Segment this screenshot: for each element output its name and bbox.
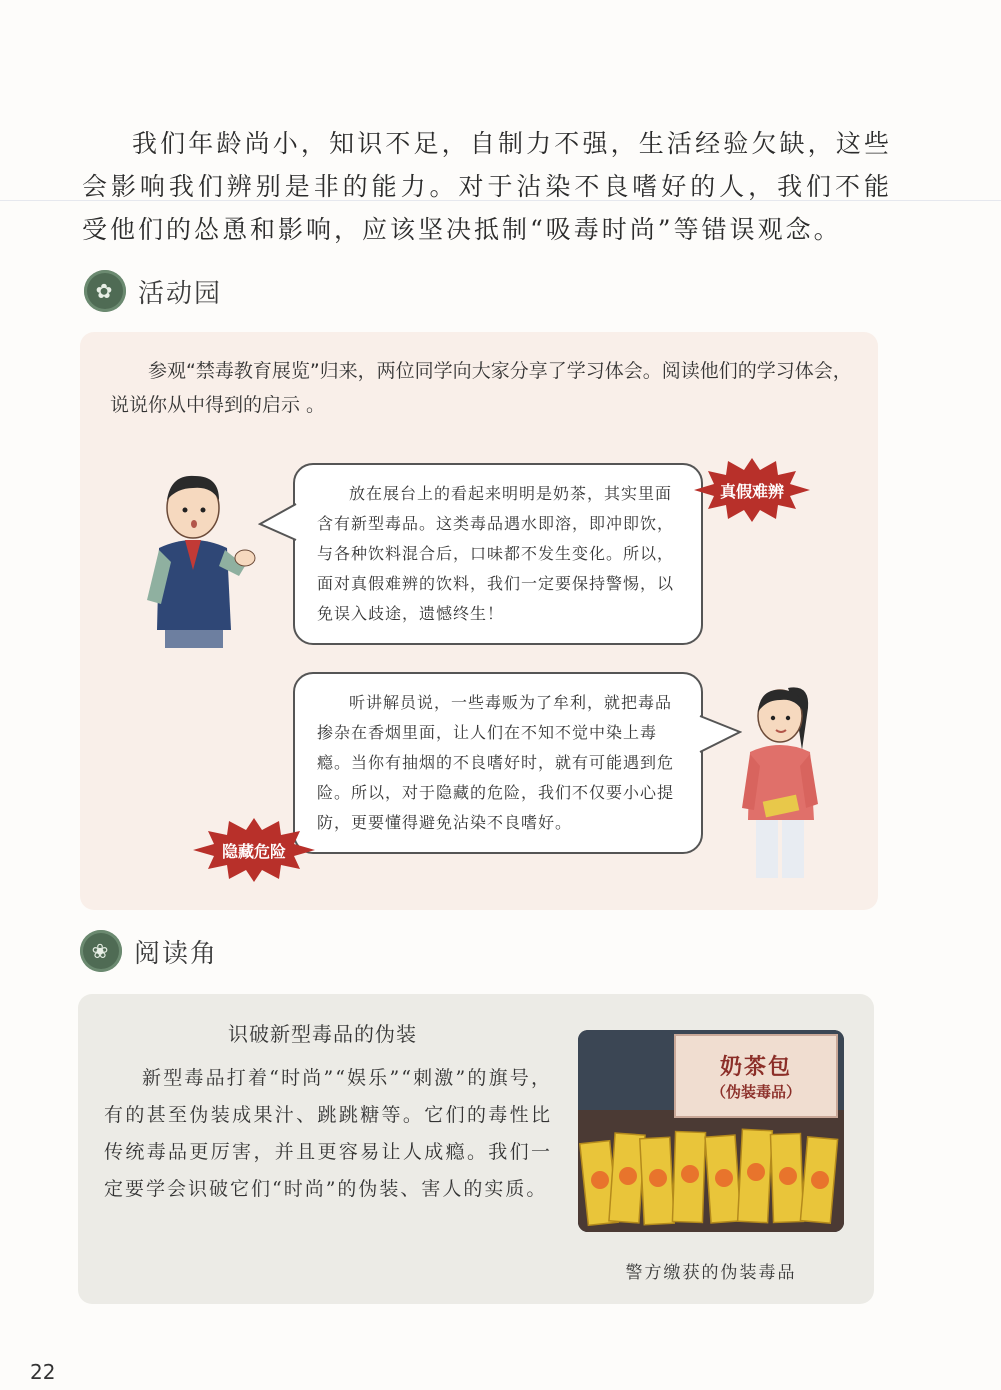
bubble-1-text: 放在展台上的看起来明明是奶茶，其实里面含有新型毒品。这类毒品遇水即溶，即冲即饮，与各种饮料混合后，口味都不发生变化。所以，面对真假难辨的饮料，我们一定要保持警惕，以免误入歧途，遗憾终生！ bbox=[317, 484, 675, 623]
intro-paragraph: 我们年龄尚小，知识不足，自制力不强，生活经验欠缺，这些会影响我们辨别是非的能力。对于沾染不良嗜好的人，我们不能受他们的怂恿和影响，应该坚决抵制“吸毒时尚”等错误观念。 bbox=[82, 129, 892, 244]
activity-header bbox=[84, 270, 222, 312]
bubble-1-tail bbox=[258, 500, 298, 546]
speech-bubble-1 bbox=[293, 463, 703, 645]
article-title: 识破新型毒品的伪装 bbox=[228, 1022, 417, 1046]
photo-caption: 警方缴获的伪装毒品 bbox=[625, 1263, 797, 1283]
activity-intro bbox=[110, 354, 860, 422]
bubble-2-text: 听讲解员说，一些毒贩为了牟利，就把毒品掺杂在香烟里面，让人们在不知不觉中染上毒瘾。当你有抽烟的不良嗜好时，就有可能遇到危险。所以，对于隐藏的危险，我们不仅要小心提防，更要懂得避免沾染不良嗜好。 bbox=[317, 693, 675, 832]
sign-main-text: 奶茶包 bbox=[719, 1054, 792, 1080]
article-text bbox=[104, 1060, 552, 1208]
photo-sign bbox=[674, 1034, 838, 1118]
tag-2-label: 隐藏危险 bbox=[221, 841, 286, 861]
hands-icon: ✿ bbox=[84, 270, 126, 312]
seized-drugs-photo bbox=[578, 1030, 844, 1232]
reading-header bbox=[80, 930, 218, 972]
girl-illustration bbox=[738, 680, 828, 880]
bubble-2-tail bbox=[698, 712, 742, 758]
page-number: 22 bbox=[30, 1360, 56, 1384]
boy-illustration bbox=[145, 470, 260, 650]
speech-bubble-2 bbox=[293, 672, 703, 854]
book-icon: ❀ bbox=[80, 930, 122, 972]
article-paragraph: 新型毒品打着“时尚”“娱乐”“刺激”的旗号，有的甚至伪装成果汁、跳跳糖等。它们的毒性比传统毒品更厉害，并且更容易让人成瘾。我们一定要学会识破它们“时尚”的伪装、害人的实质。 bbox=[104, 1067, 552, 1200]
reading-title: 阅读角 bbox=[134, 938, 219, 969]
activity-intro-text: 参观“禁毒教育展览”归来，两位同学向大家分享了学习体会。阅读他们的学习体会，说说你从中得到的启示 。 bbox=[110, 360, 852, 416]
tag-1-label: 真假难辨 bbox=[719, 481, 784, 501]
activity-title: 活动园 bbox=[138, 278, 223, 309]
tag-burst-2 bbox=[193, 818, 315, 882]
intro-text bbox=[82, 122, 892, 251]
sign-sub-text: （伪装毒品） bbox=[710, 1083, 801, 1101]
tag-burst-1 bbox=[694, 458, 810, 522]
